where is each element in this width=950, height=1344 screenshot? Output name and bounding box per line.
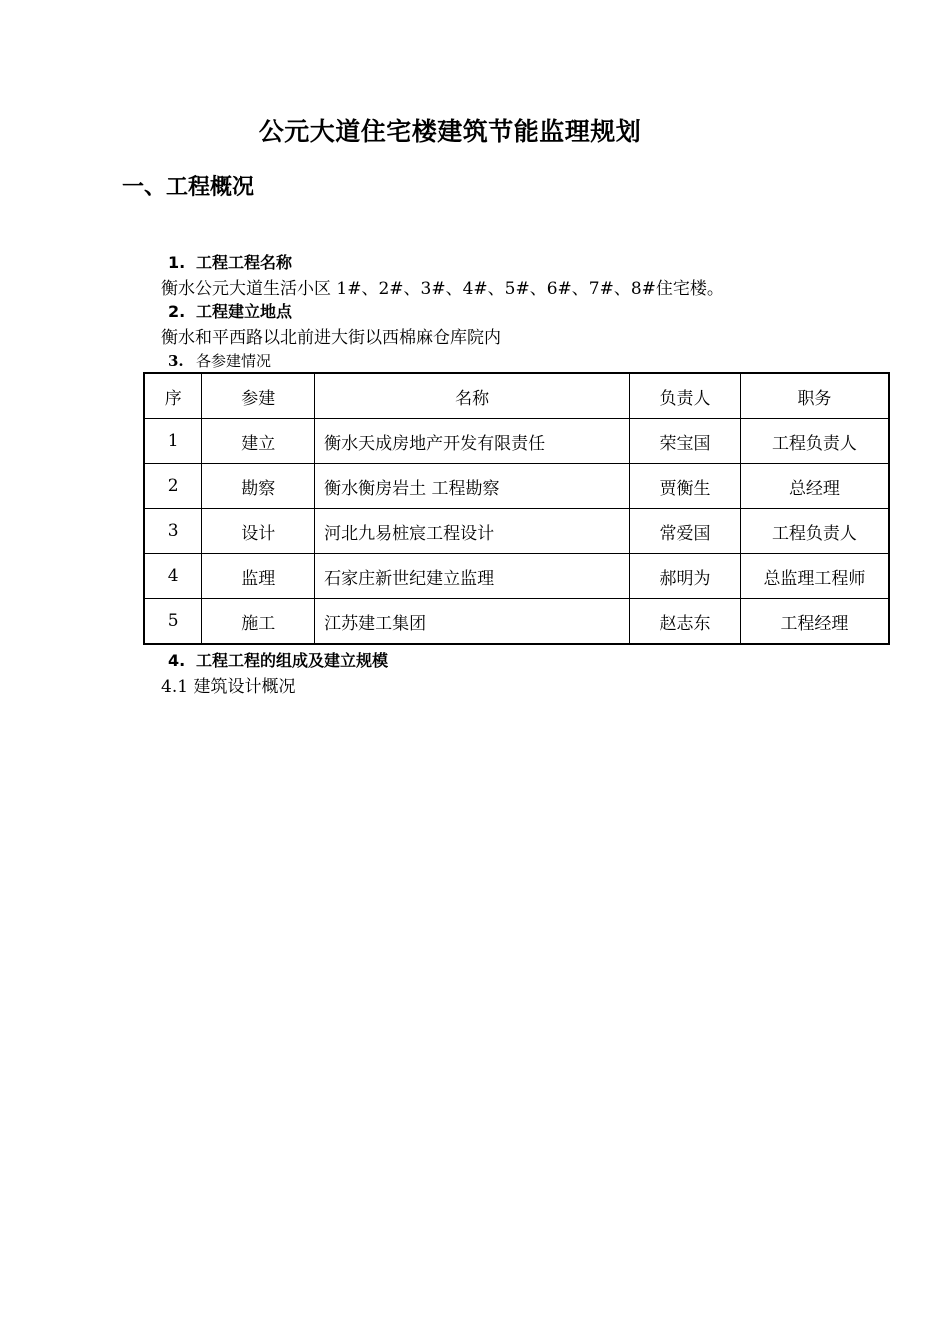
item-4-number: 4. — [168, 651, 186, 670]
item-1-text: 衡水公元大道生活小区 1#、2#、3#、4#、5#、6#、7#、8#住宅楼。 — [161, 279, 724, 299]
cell-name: 江苏建工集团 — [315, 599, 630, 645]
cell-leader: 常爱国 — [630, 509, 741, 554]
item-2-title: 工程建立地点 — [196, 302, 293, 321]
table-row — [144, 554, 889, 599]
cell-index: 1 — [144, 419, 202, 464]
cell-leader: 赵志东 — [630, 599, 741, 645]
section-heading: 一、工程概况 — [122, 175, 255, 200]
table-header-row — [144, 373, 889, 419]
item-2-text: 衡水和平西路以北前进大街以西棉麻仓库院内 — [161, 328, 501, 348]
cell-leader: 郝明为 — [630, 554, 741, 599]
item-4-text: 4.1 建筑设计概况 — [161, 677, 296, 697]
table-row — [144, 509, 889, 554]
cell-leader: 荣宝国 — [630, 419, 741, 464]
cell-index: 4 — [144, 554, 202, 599]
cell-role: 勘察 — [202, 464, 315, 509]
cell-name: 石家庄新世纪建立监理 — [315, 554, 630, 599]
cell-position: 工程负责人 — [740, 509, 889, 554]
table-row — [144, 464, 889, 509]
cell-position: 工程负责人 — [740, 419, 889, 464]
cell-role: 设计 — [202, 509, 315, 554]
cell-position: 总监理工程师 — [740, 554, 889, 599]
header-position: 职务 — [740, 373, 889, 419]
item-4-heading — [168, 648, 388, 671]
cell-index: 5 — [144, 599, 202, 645]
cell-index: 2 — [144, 464, 202, 509]
cell-role: 监理 — [202, 554, 315, 599]
cell-position: 总经理 — [740, 464, 889, 509]
item-2-heading — [168, 299, 292, 322]
header-role: 参建 — [202, 373, 315, 419]
item-1-number: 1. — [168, 253, 186, 272]
cell-position: 工程经理 — [740, 599, 889, 645]
item-1-title: 工程工程名称 — [196, 253, 293, 272]
header-index: 序 — [144, 373, 202, 419]
table-row — [144, 419, 889, 464]
item-3-heading — [168, 350, 271, 371]
cell-name: 河北九易桩宸工程设计 — [315, 509, 630, 554]
cell-leader: 贾衡生 — [630, 464, 741, 509]
item-3-number: 3. — [168, 352, 184, 370]
cell-role: 建立 — [202, 419, 315, 464]
document-title: 公元大道住宅楼建筑节能监理规划 — [258, 117, 642, 146]
item-4-title: 工程工程的组成及建立规模 — [196, 651, 389, 670]
table-row — [144, 599, 889, 645]
header-name: 名称 — [315, 373, 630, 419]
cell-index: 3 — [144, 509, 202, 554]
item-2-number: 2. — [168, 302, 186, 321]
cell-role: 施工 — [202, 599, 315, 645]
cell-name: 衡水天成房地产开发有限责任 — [315, 419, 630, 464]
item-3-title: 各参建情况 — [196, 352, 272, 370]
item-1-heading — [168, 250, 292, 273]
participants-table — [143, 372, 890, 645]
cell-name: 衡水衡房岩土 工程勘察 — [315, 464, 630, 509]
header-leader: 负责人 — [630, 373, 741, 419]
